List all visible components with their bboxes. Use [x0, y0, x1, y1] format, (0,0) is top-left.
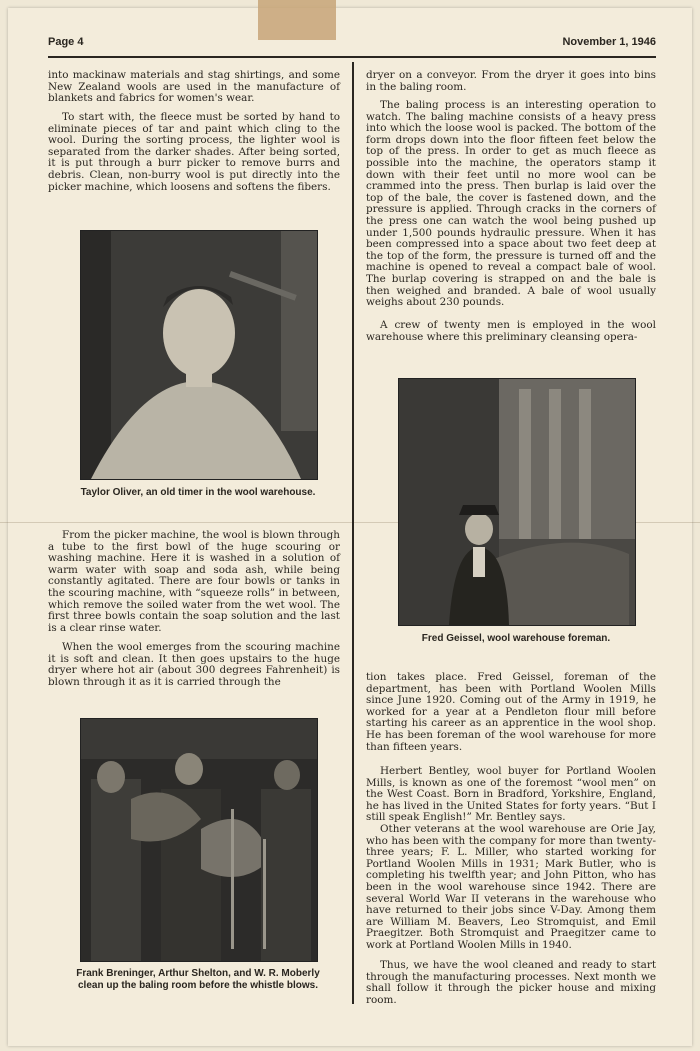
left-para-3: From the picker machine, the wool is blown through a tube to the first bowl of the huge scouring or washing machine. Here it is washed in a solution of warm water with soap and soda ash, while being constantly agitated. There are four bowls or tanks in the scouring machine, with “squeeze rolls” in between, which remove the soiled water from the wet wool. The first three bowls contain the soap solution and the last is a clear rinse water. [48, 529, 340, 634]
foreman-image [399, 379, 635, 625]
right-para-7: Thus, we have the wool cleaned and ready to start through the manufacturing processes. Next month we shall follow it through the picker house and mixing room. [366, 959, 656, 1006]
caption-baling-crew: Frank Breninger, Arthur Shelton, and W. R. Moberly clean up the baling room before the whistle blows. [76, 968, 320, 991]
right-para-6: Other veterans at the wool warehouse are Orie Jay, who has been with the company for more than twenty-three years; F. L. Miller, who started working for Portland Woolen Mills in 1931; Mark Butler, who is completing his twelfth year; and John Pitton, who has been in the wool warehouse since 1942. There are several World War II veterans in the warehouse who have returned to their jobs since V-Day. Among them are William M. Beavers, Leo Stromquist, and Emil Praegitzer. Both Stromquist and Praegitzer came to work at Portland Woolen Mills in 1940. [366, 823, 656, 951]
photo-baling-room-crew [80, 718, 318, 962]
left-para-4: When the wool emerges from the scouring machine it is soft and clean. It then goes upstairs to the huge dryer where hot air (about 300 degrees Fahrenheit) is blown through it as it is carried through the [48, 641, 340, 688]
right-para-4: tion takes place. Fred Geissel, foreman of the department, has been with Portland Woolen Mills since June 1920. Coming out of the Army in 1919, he worked for a year at a Pendleton flour mill before starting his career as an apprentice in the wool shop. He has been foreman of the wool warehouse for more than fifteen years. [366, 671, 656, 753]
column-divider [352, 62, 354, 1004]
photo-fred-geissel [398, 378, 636, 626]
page-number: Page 4 [48, 36, 84, 48]
caption-fred-geissel: Fred Geissel, wool warehouse foreman. [421, 633, 611, 644]
left-para-1: into mackinaw materials and stag shirtings, and some New Zealand wools are used in the manufacture of blankets and fabrics for women's wear. [48, 69, 340, 105]
page-header [48, 36, 656, 50]
portrait-image [81, 231, 317, 479]
issue-date: November 1, 1946 [562, 36, 656, 48]
photo-taylor-oliver [80, 230, 318, 480]
right-para-1: dryer on a conveyor. From the dryer it goes into bins in the baling room. [366, 69, 656, 93]
right-para-2: The baling process is an interesting operation to watch. The baling machine consists of a heavy press into which the loose wool is packed. The bottom of the form drops down into the floor fifteen feet below the top of the press. In order to get as much fleece as possible into the machine, the operators stamp it down with their feet until no more wool can be crammed into the press. Then burlap is laid over the top of the bale, the cover is fastened down, and the pressure is applied. Through cracks in the corners of the press one can watch the wool being pushed up under 1,500 pounds hydraulic pressure. When it has been compressed into a space about two feet deep at the top of the form, the pressure is turned off and the machine is opened to reveal a compact bale of wool. The burlap covering is strapped on and the bale is then weighed and branded. A bale of wool usually weighs about 230 pounds. [366, 99, 656, 309]
crew-image [81, 719, 317, 961]
caption-taylor-oliver: Taylor Oliver, an old timer in the wool warehouse. [80, 487, 316, 498]
right-para-5: Herbert Bentley, wool buyer for Portland Woolen Mills, is known as one of the foremost “wool men” on the West Coast. Born in Bradford, Yorkshire, England, he has lived in the United States for forty years. “But I still speak English!” Mr. Bentley says. [366, 765, 656, 824]
left-para-2: To start with, the fleece must be sorted by hand to eliminate pieces of tar and paint which cling to the wool. During the sorting process, the lighter wool is separated from the darker shades. After being sorted, it is put through a burr picker to remove burrs and debris. Clean, non-burry wool is put directly into the picker machine, which loosens and softens the fibers. [48, 111, 340, 193]
right-para-3: A crew of twenty men is employed in the wool warehouse where this preliminary cleansing opera- [366, 319, 656, 343]
header-rule [48, 56, 656, 58]
tape-stain [258, 0, 336, 40]
